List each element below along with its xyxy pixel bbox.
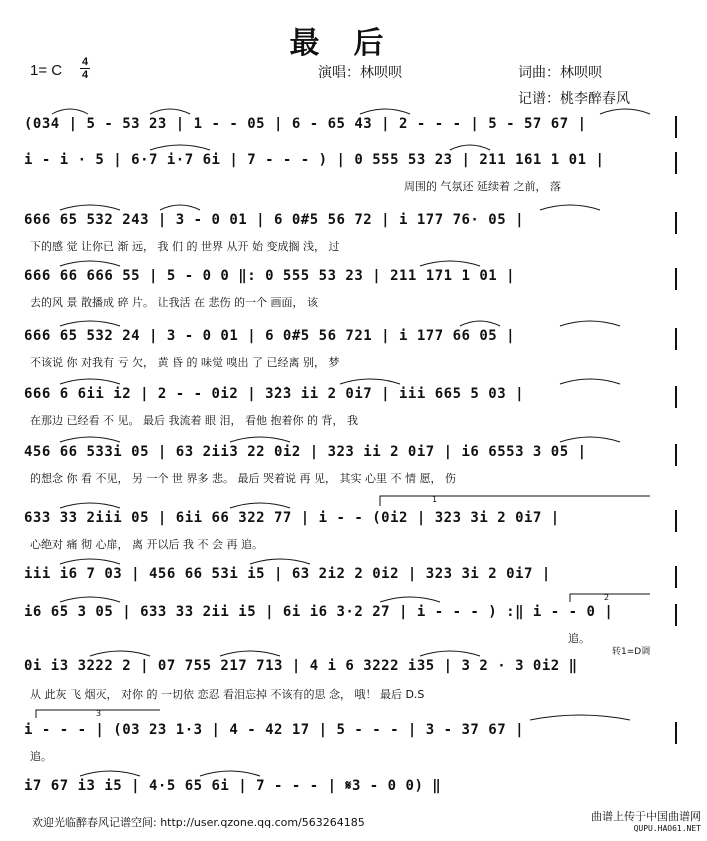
slur [60,205,120,210]
slur [160,205,200,210]
time-signature-bottom: 4 [81,69,89,81]
time-signature-top: 4 [81,56,89,68]
barline [675,212,677,234]
score-system-12: i - - - | (03 23 1·3 | 4 - 42 17 | 5 - - - | 3 - 37 67 | [24,722,525,738]
transcriber-credit: 记谱：桃李醉春风 [518,91,630,107]
score-system-3: 666 65 532 243 | 3 - 0 01 | 6 0#5 56 72 | i 177 76· 05 | [24,212,525,228]
slur [60,559,120,564]
barline [675,328,677,350]
slur [420,651,480,656]
barline [675,268,677,290]
barline [675,116,677,138]
slur [220,651,280,656]
barline [675,386,677,408]
slur [460,321,500,326]
slur [60,503,120,508]
slur [560,321,620,326]
score-system-7: 456 66 533i 05 | 63 2ii3 22 0i2 | 323 ii 2 0i7 | i6 6553 3 05 | [24,444,587,460]
score-system-6: 666 6 6ii i2 | 2 - - 0i2 | 3̇2̇3 ii 2 0i7 | iii 665 5 03 | [24,386,525,402]
lyricist-credit: 词曲：林呗呗 [518,65,602,81]
slur [230,437,290,442]
barline [675,152,677,174]
barline [675,566,677,588]
barline [675,444,677,466]
lyrics-line-12: 追。 [30,750,52,763]
slur [450,145,490,150]
slur [150,109,190,114]
slur [380,597,440,602]
singer-credit: 演唱：林呗呗 [318,65,402,81]
watermark-line-1: 曲谱上传于中国曲谱网 [591,810,701,823]
slur [250,559,310,564]
slur [60,379,120,384]
slur [540,205,600,210]
slur [560,437,620,442]
modulation-note: 转1=D调 [612,647,651,657]
score-system-4: 666 66 666 55 | 5 - 0 0 ‖: 0 555 53 23 | 211 171 1 01 | [24,268,516,284]
lyrics-line-3: 下的感 觉 让你已 渐 远， 我 们 的 世界 从开 始 变成搁 浅， 过 [30,240,340,253]
lyrics-line-11: 从 此灰 飞 烟灭， 对你 的 一切依 恋忍 看泪忘掉 不该有的思 念， 哦！ 最后 D.S [30,688,425,701]
score-system-1: (034 | 5 - 53 23 | 1 - - 05 | 6 - 65 43 | 2 - - - | 5 - 57 67 | [24,116,587,132]
slur [90,651,150,656]
score-system-5: 666 65 532 24 | 3 - 0 01 | 6 0#5 56 721 | i 177 66 05 | [24,328,516,344]
score-system-8: 633 33 2iii 05 | 6ii 66 322 77 | i - - (0i2 | 323 3i 2 0i7 | [24,510,560,526]
volta-label-3: 3 [96,709,102,718]
slur [560,379,620,384]
slur [600,109,650,114]
volta-bracket-3 [36,710,160,718]
slur [420,261,480,266]
watermark [591,811,701,835]
lyrics-line-5: 不该说 你 对我有 亏 欠， 黄 昏 的 味觉 嗅出 了 已经离 别， 梦 [30,356,340,369]
footer-text: 欢迎光临醉春风记谱空间: http://user.qzone.qq.com/563264185 [32,816,365,829]
slur [360,109,410,114]
watermark-line-2: QUPU.HAO61.NET [633,824,701,833]
slur [60,261,120,266]
score-system-9: iii i6 7 03 | 456 66 53i i5 | 63 2i2 2 0i2 | 323 3i 2 0i7 | [24,566,551,582]
slur [80,771,140,776]
volta-label-1: 1 [432,495,438,504]
slur [60,437,120,442]
slur [200,771,260,776]
slur [150,145,210,150]
lyrics-line-7: 的想念 你 看 不见， 另 一个 世 界多 悲。 最后 哭着说 再 见， 其实 心里 不 情 愿， 伤 [30,472,456,485]
slur [530,715,630,720]
slur [230,503,290,508]
score-system-10: i6 65 3 05 | 633 33 2ii i5 | 6i i6 3·2 27 | i - - - ) :‖ i - - 0 | [24,604,614,620]
volta-bracket-1 [380,496,650,506]
lyrics-line-2: 周围的 气氛还 延续着 之前， 落 [404,180,561,193]
slur [340,379,400,384]
lyrics-line-4: 去的风 景 散播成 碎 片。 让我活 在 悲伤 的一个 画面， 该 [30,296,318,309]
score-system-2: i - i · 5 | 6·7 i·7 6i | 7 - - - ) | 0 555 53 23 | 211 161 1 01 | [24,152,605,168]
volta-bracket-2 [570,594,650,602]
song-title: 最后 [289,26,418,61]
lyrics-line-6: 在那边 已经看 不 见。 最后 我流着 眼 泪， 看他 抱着你 的 背， 我 [30,414,358,427]
slur [52,109,88,114]
lyrics-line-10: 追。 [568,632,590,645]
lyrics-line-8: 心绝对 痛 彻 心扉， 离 开以后 我 不 会 再 追。 [30,538,263,551]
score-system-11: 0i i3 3222 2 | 07 755 217 713 | 4 i 6 3222 i35 | 3 2 · 3 0i2 ‖ [24,658,578,674]
key-signature: 1= C [30,62,63,79]
volta-label-2: 2 [604,593,610,602]
barline [675,722,677,744]
score-system-13: i7 67 i3 i5 | 4·5 65 6i | 7 - - - | 𝄋3 - 0 0) ‖ [24,778,442,794]
barline [675,510,677,532]
barline [675,604,677,626]
slur [60,597,120,602]
time-signature [80,56,90,81]
slur [60,321,120,326]
